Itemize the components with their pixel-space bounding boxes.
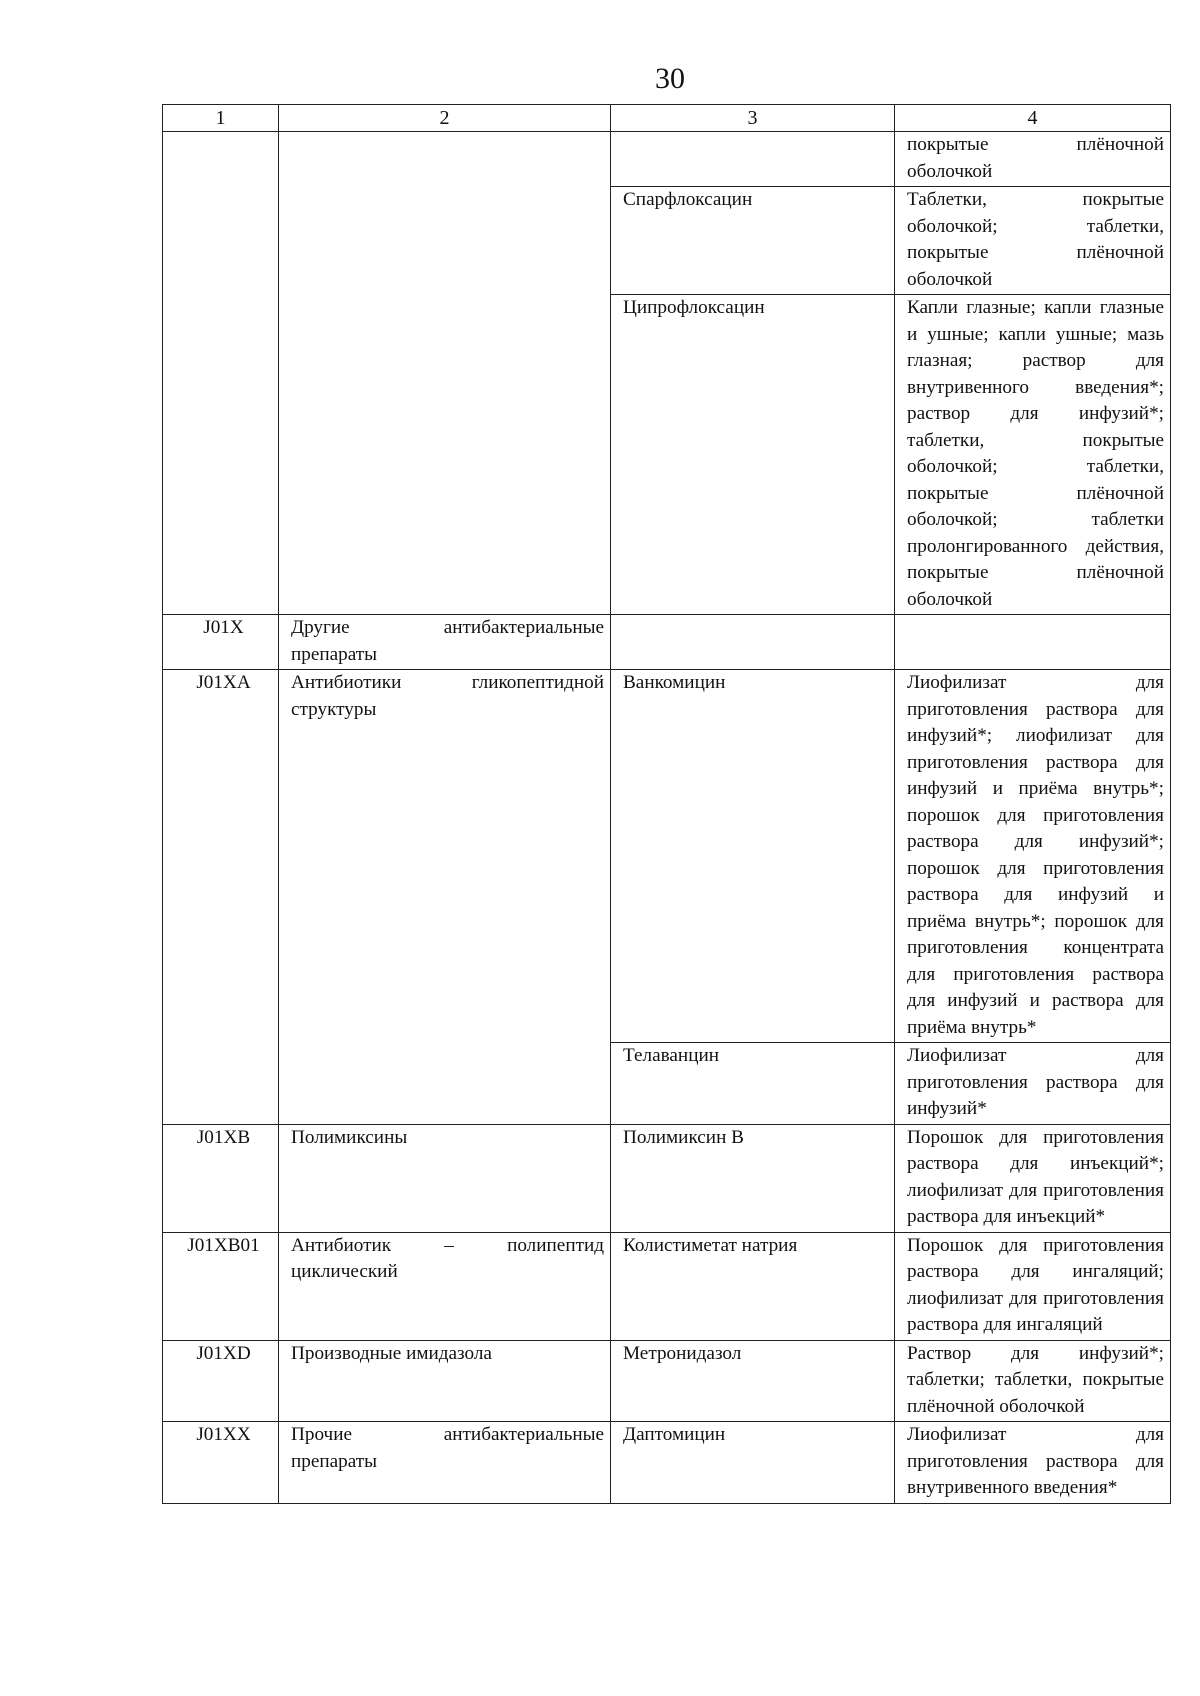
ingredient-cell: Ванкомицин [611,670,895,1043]
dosage-form-cell: Порошок для приготовления раствора для инъекций*; лиофилизат для приготовления раствора для инъекций* [895,1124,1171,1232]
page-number: 30 [655,62,685,95]
ingredient-cell: Ципрофлоксацин [611,295,895,615]
group-cell: Антибиотики гликопептидной структуры [279,670,611,1125]
column-number: 2 [279,105,611,132]
drug-table [162,104,1171,1504]
table-row [163,132,1171,187]
atc-code-cell: J01XX [163,1422,279,1504]
group-cell: Прочие антибактериальные препараты [279,1422,611,1504]
dosage-form-cell: Капли глазные; капли глазные и ушные; капли ушные; мазь глазная; раствор для внутривенного введения*; раствор для инфузий*; таблетки, покрытые оболочкой; таблетки, покрытые плёночной оболочкой; таблетки пролонгированного действия, покрытые плёночной оболочкой [895,295,1171,615]
group-cell: Полимиксины [279,1124,611,1232]
table-row [163,1232,1171,1340]
ingredient-cell: Полимиксин В [611,1124,895,1232]
ingredient-cell: Колистиметат натрия [611,1232,895,1340]
atc-code-cell: J01X [163,615,279,670]
atc-code-cell: J01XB01 [163,1232,279,1340]
column-number: 1 [163,105,279,132]
dosage-form-cell: Лиофилизат для приготовления раствора для инфузий* [895,1043,1171,1125]
dosage-form-cell: покрытые плёночной оболочкой [895,132,1171,187]
table-row [163,1124,1171,1232]
ingredient-cell: Даптомицин [611,1422,895,1504]
dosage-form-cell: Таблетки, покрытые оболочкой; таблетки, покрытые плёночной оболочкой [895,187,1171,295]
dosage-form-cell: Порошок для приготовления раствора для ингаляций; лиофилизат для приготовления раствора для ингаляций [895,1232,1171,1340]
column-number: 3 [611,105,895,132]
dosage-form-cell [895,615,1171,670]
group-cell: Производные имидазола [279,1340,611,1422]
atc-code-cell: J01XA [163,670,279,1125]
group-cell: Антибиотик – полипептид циклический [279,1232,611,1340]
group-cell: Другие антибактериальные препараты [279,615,611,670]
table-row [163,1340,1171,1422]
table-row [163,670,1171,1043]
atc-code-cell [163,132,279,615]
column-number: 4 [895,105,1171,132]
ingredient-cell: Метронидазол [611,1340,895,1422]
group-cell [279,132,611,615]
atc-code-cell: J01XD [163,1340,279,1422]
ingredient-cell: Телаванцин [611,1043,895,1125]
dosage-form-cell: Лиофилизат для приготовления раствора для внутривенного введения* [895,1422,1171,1504]
dosage-form-cell: Лиофилизат для приготовления раствора для инфузий*; лиофилизат для приготовления раствора для инфузий и приёма внутрь*; порошок для приготовления раствора для инфузий*; порошок для приготовления раствора для инфузий и приёма внутрь*; порошок для приготовления концентрата для приготовления раствора для инфузий и раствора для приёма внутрь* [895,670,1171,1043]
dosage-form-cell: Раствор для инфузий*; таблетки; таблетки, покрытые плёночной оболочкой [895,1340,1171,1422]
table-row [163,615,1171,670]
column-number-row [163,105,1171,132]
atc-code-cell: J01XB [163,1124,279,1232]
table-row [163,1422,1171,1504]
ingredient-cell [611,615,895,670]
ingredient-cell: Спарфлоксацин [611,187,895,295]
ingredient-cell [611,132,895,187]
